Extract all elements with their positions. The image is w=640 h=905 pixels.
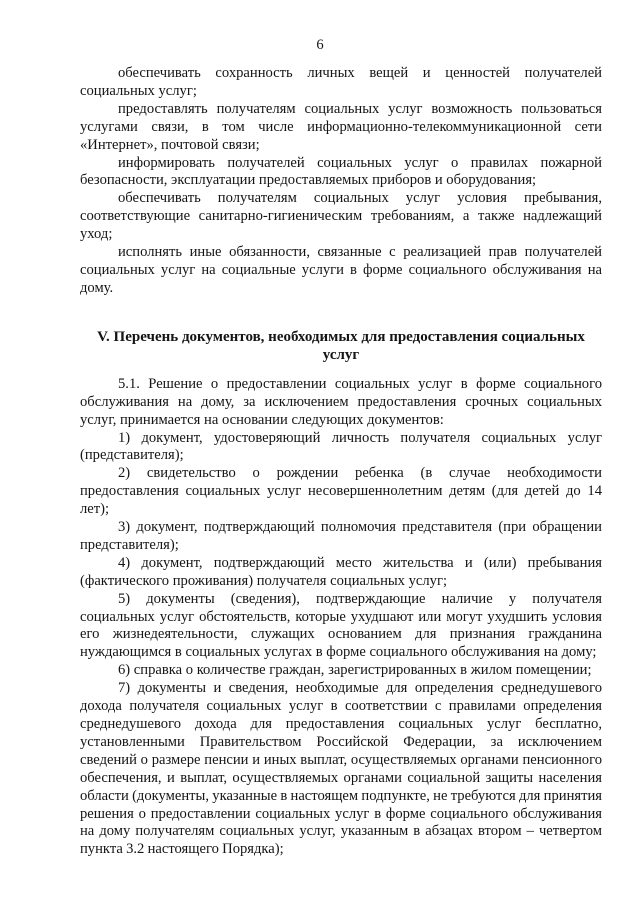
paragraph-5-1: 5.1. Решение о предоставлении социальных услуг в форме социального обслуживания на дому, за исключением предоставления срочных социальных услуг, принимается на основании следующих документов: (80, 375, 602, 428)
paragraph-1: обеспечивать сохранность личных вещей и ценностей получателей социальных услуг; (80, 65, 602, 99)
list-item-2: 2) свидетельство о рождении ребенка (в случае необходимости предоставления социальных услуг несовершеннолетним детям (для детей до 14 лет); (80, 465, 602, 518)
list-item-4: 4) документ, подтверждающий место жительства и (или) пребывания (фактического проживания) получателя социальных услуг; (80, 554, 602, 589)
list-item-6: 6) справка о количестве граждан, зарегистрированных в жилом помещении; (118, 662, 592, 679)
list-item-5: 5) документы (сведения), подтверждающие наличие у получателя социальных услуг обстоятельств, которые ухудшают или могут ухудшить условия его жизнедеятельности, служащих основанием для признания гражданина нуждающимся в социальных услугах в форме социального обслуживания на дому; (80, 590, 602, 661)
paragraph-2: предоставлять получателям социальных услуг возможность пользоваться услугами связи, в том числе информационно-телекоммуникационной сети «Интернет», почтовой связи; (80, 100, 602, 153)
section-heading: V. Перечень документов, необходимых для предоставления социальных услуг (97, 328, 585, 363)
list-item-7: 7) документы и сведения, необходимые для определения среднедушевого дохода получателя социальных услуг в соответствии с правилами определения среднедушевого дохода для предоставления социальных услуг бесплатно, установленными Правительством Российской Федерации, за исключением сведений о размере пенсии и иных выплат, осуществляемых органами пенсионного обеспечения, и выплат, осуществляемых органами социальной защиты населения области (документы, указанные в настоящем подпункте, не требуются для принятия решения о предоставлении социальных услуг в форме социального обслуживания на дому получателям социальных услуг, указанным в абзацах втором – четвертом пункта 3.2 настоящего Порядка); (80, 680, 602, 858)
page-number: 6 (316, 37, 324, 53)
paragraph-4: обеспечивать получателям социальных услуг условия пребывания, соответствующие санитарно-гигиеническим требованиям, а также надлежащий уход; (80, 190, 602, 243)
document-body (80, 65, 602, 859)
list-item-1: 1) документ, удостоверяющий личность получателя социальных услуг (представителя); (80, 429, 602, 464)
paragraph-3: информировать получателей социальных услуг о правилах пожарной безопасности, эксплуатации предоставляемых приборов и оборудования; (80, 154, 602, 189)
list-item-3: 3) документ, подтверждающий полномочия представителя (при обращении представителя); (80, 519, 602, 553)
paragraph-5: исполнять иные обязанности, связанные с реализацией прав получателей социальных услуг на социальные услуги в форме социального обслуживания на дому. (80, 244, 602, 296)
